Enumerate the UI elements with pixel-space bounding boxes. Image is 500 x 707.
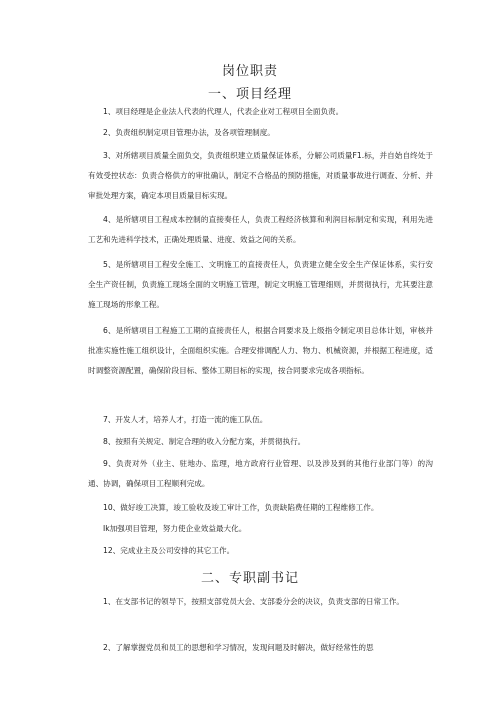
paragraph-pm-7: 7、开发人才，培养人才，打造一流的施工队伍。	[103, 415, 268, 424]
paragraph-pm-8: 8、按照有关规定、制定合理的收入分配方案，并贯彻执行。	[103, 437, 306, 446]
paragraph-pm-4: 4、是所辖项目工程成本控制的直接奏任人，负责工程经济核算和利润目标制定和实现，利用先进工艺和先进科学技术，正确处理质量、进度、效益之间的关系。	[88, 215, 433, 244]
paragraph-pm-1: 1、项目经理是企业法人代表的代理人，代表企业对工程项目全面负责。	[103, 107, 344, 116]
paragraph-pm-5: 5、是所辖项目工程安全施工、文明施工的直接责任人，负责建立健全安全生产保证体系，实行安全生产资任制，负责施工现场全面的文明施工管理，制定文明施工管理细则，并贯彻执行，尤其要注意施工现场的形象工程。	[88, 260, 433, 309]
paragraph-ds-1: 1、在支部书记的领导下，按照支部党员大会、支部委分会的决议，负责支部的日常工作。	[103, 597, 404, 606]
paragraph-ds-2: 2、了解掌握党员和员工的思想和学习情况，发现问题及时解决，做好经常性的思	[103, 643, 374, 652]
paragraph-pm-12: 12、完成业主及公司安排的其它工作。	[103, 546, 235, 555]
paragraph-pm-10: 10、做好竣工决算，竣工验收及竣工审计工作，负责缺陷费任期的工程维修工作。	[103, 503, 379, 512]
paragraph-pm-11: Ik加强项目管理，努力使企业效益最大化。	[103, 524, 247, 533]
section-heading-deputy-secretary: 二、专职副书记	[200, 571, 299, 586]
paragraph-pm-3: 3、对所辖项目质量全面负交，负责组织建立质量保证体系，分解公司质量F1.标，并自始自终处于有效受控状态：负责合格供方的审批确认，制定不合格品的预防措施，对质量事故进行调查、分析、并审批处理方案，确定本项目质量目标实现。	[88, 151, 433, 200]
paragraph-pm-9: 9、负责对外（业主、驻地办、监理，地方政府行业管理、以及涉及到的其他行业部门等）的沟通、协调，确保项目工程顺利完成。	[88, 459, 433, 488]
paragraph-pm-6: 6、是所辖项目工程施工工期的直接责任人，根据合同要求及上级指令制定项目总体计划，审核并批准实施性施工组织设计，全面组织实施。合理安排调配人力、物力、机械资源，并根据工程进度，适时调整资源配置，确保阶段目标、整体工期目标的实现，按合同要求完成各项指标。	[88, 326, 433, 375]
section-heading-project-manager: 一、项目经理	[207, 87, 292, 102]
paragraph-pm-2: 2、负责组织制定项目管理办法，及各项管理制度。	[103, 128, 275, 137]
document-title: 岗位职责	[221, 64, 278, 79]
